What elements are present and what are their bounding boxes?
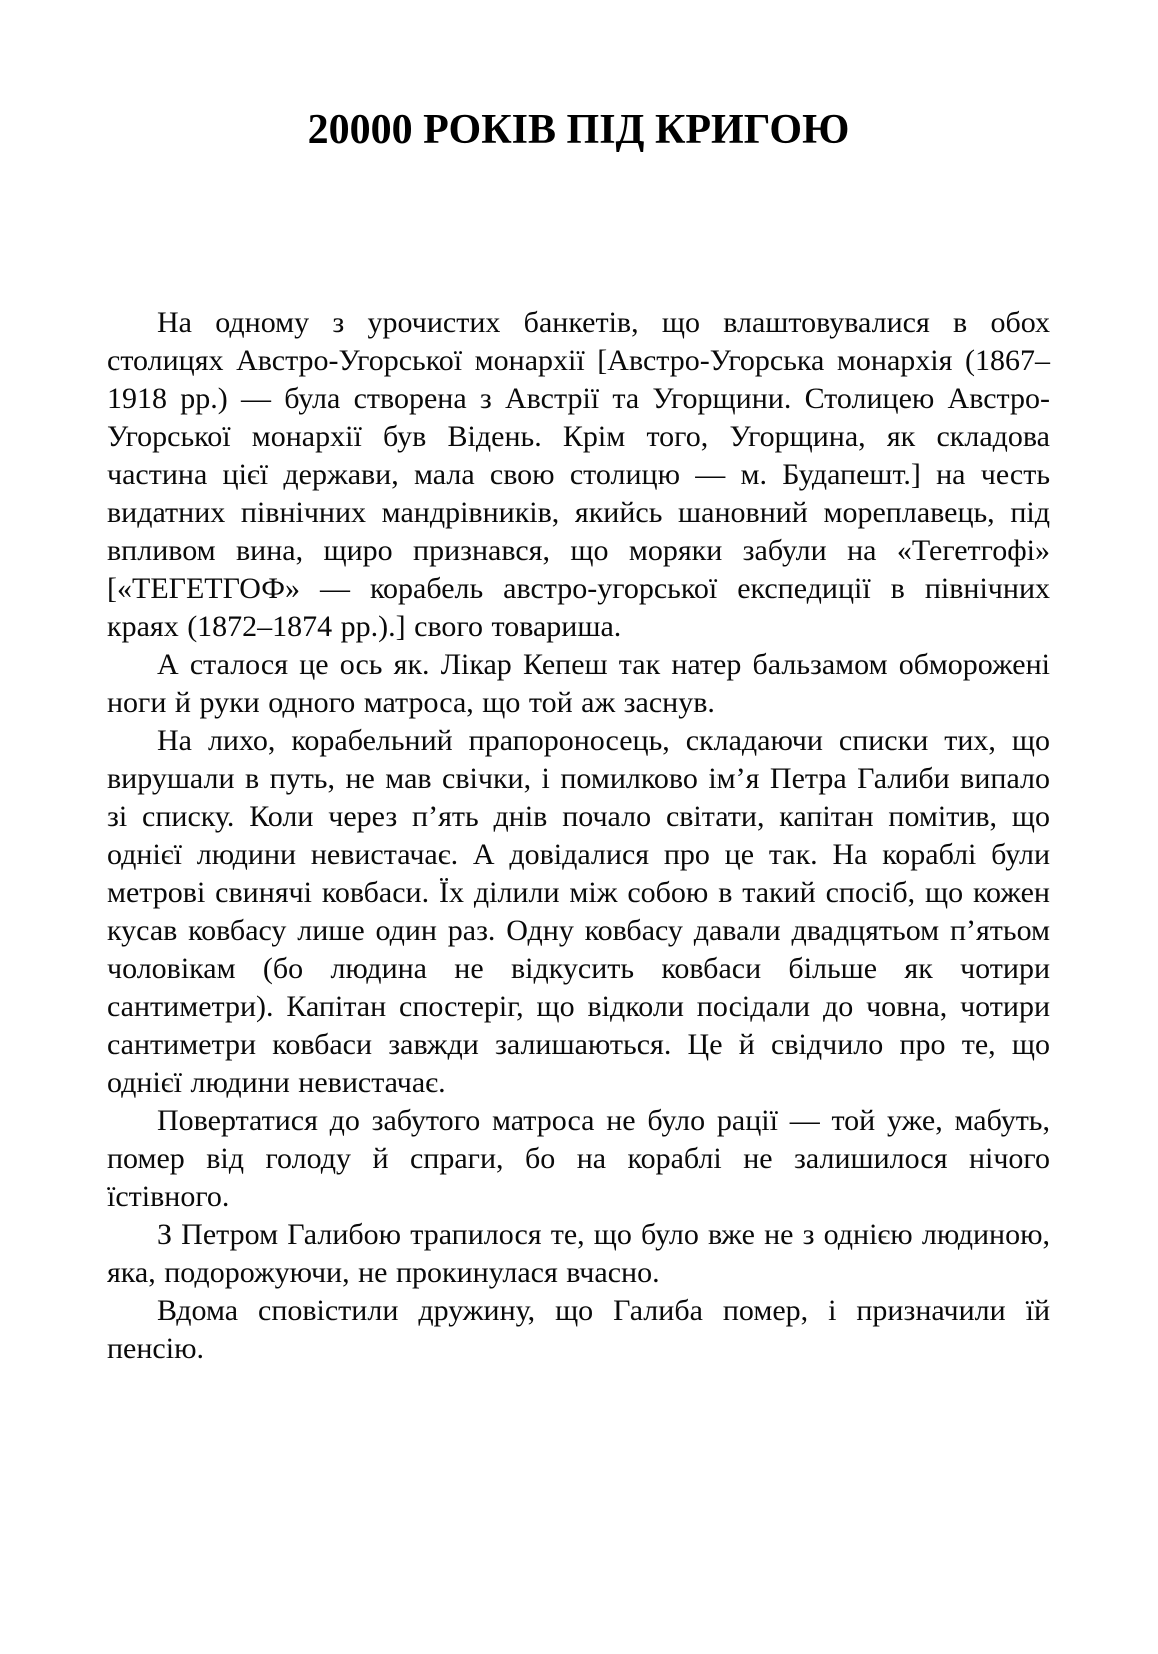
paragraph-4: Повертатися до забутого матроса не було рації — той уже, мабуть, помер від голоду й спраги, бо на кораблі не залишилося нічого їстівного. xyxy=(107,1104,1050,1213)
page-title: 20000 РОКІВ ПІД КРИГОЮ xyxy=(307,107,850,153)
paragraph-2: А сталося це ось як. Лікар Кепеш так натер бальзамом обморожені ноги й руки одного матроса, що той аж заснув. xyxy=(107,648,1050,719)
document-body xyxy=(107,304,1050,1368)
paragraph-1: На одному з урочистих банкетів, що влаштовувалися в обох столицях Австро-Угорської монархії [Австро-Угорська монархія (1867–1918 рр.) — була створена з Австрії та Угорщини. Столицею Австро-Угорської монархії був Відень. Крім того, Угорщина, як складова частина цієї держави, мала свою столицю — м. Будапешт.] на честь видатних північних мандрівників, якийсь шановний мореплавець, під впливом вина, щиро признався, що моряки забули на «Тегетгофі» [«ТЕГЕТГОФ» — корабель австро-угорської експедиції в північних краях (1872–1874 рр.).] свого товариша. xyxy=(107,306,1050,643)
paragraph-5: З Петром Галибою трапилося те, що було вже не з однією людиною, яка, подорожуючи, не прокинулася вчасно. xyxy=(107,1218,1050,1289)
paragraph-6: Вдома сповістили дружину, що Галиба помер, і призначили їй пенсію. xyxy=(107,1294,1050,1365)
paragraph-3: На лихо, корабельний прапороносець, складаючи списки тих, що вирушали в путь, не мав свічки, і помилково ім’я Петра Галиби випало зі списку. Коли через п’ять днів почало світати, капітан помітив, що однієї людини невистачає. А довідалися про це так. На кораблі були метрові свинячі ковбаси. Їх ділили між собою в такий спосіб, що кожен кусав ковбасу лише один раз. Одну ковбасу давали двадцятьом п’ятьом чоловікам (бо людина не відкусить ковбаси більше як чотири сантиметри). Капітан спостеріг, що відколи посідали до човна, чотири сантиметри ковбаси завжди залишаються. Це й свідчило про те, що однієї людини невистачає. xyxy=(107,724,1050,1099)
